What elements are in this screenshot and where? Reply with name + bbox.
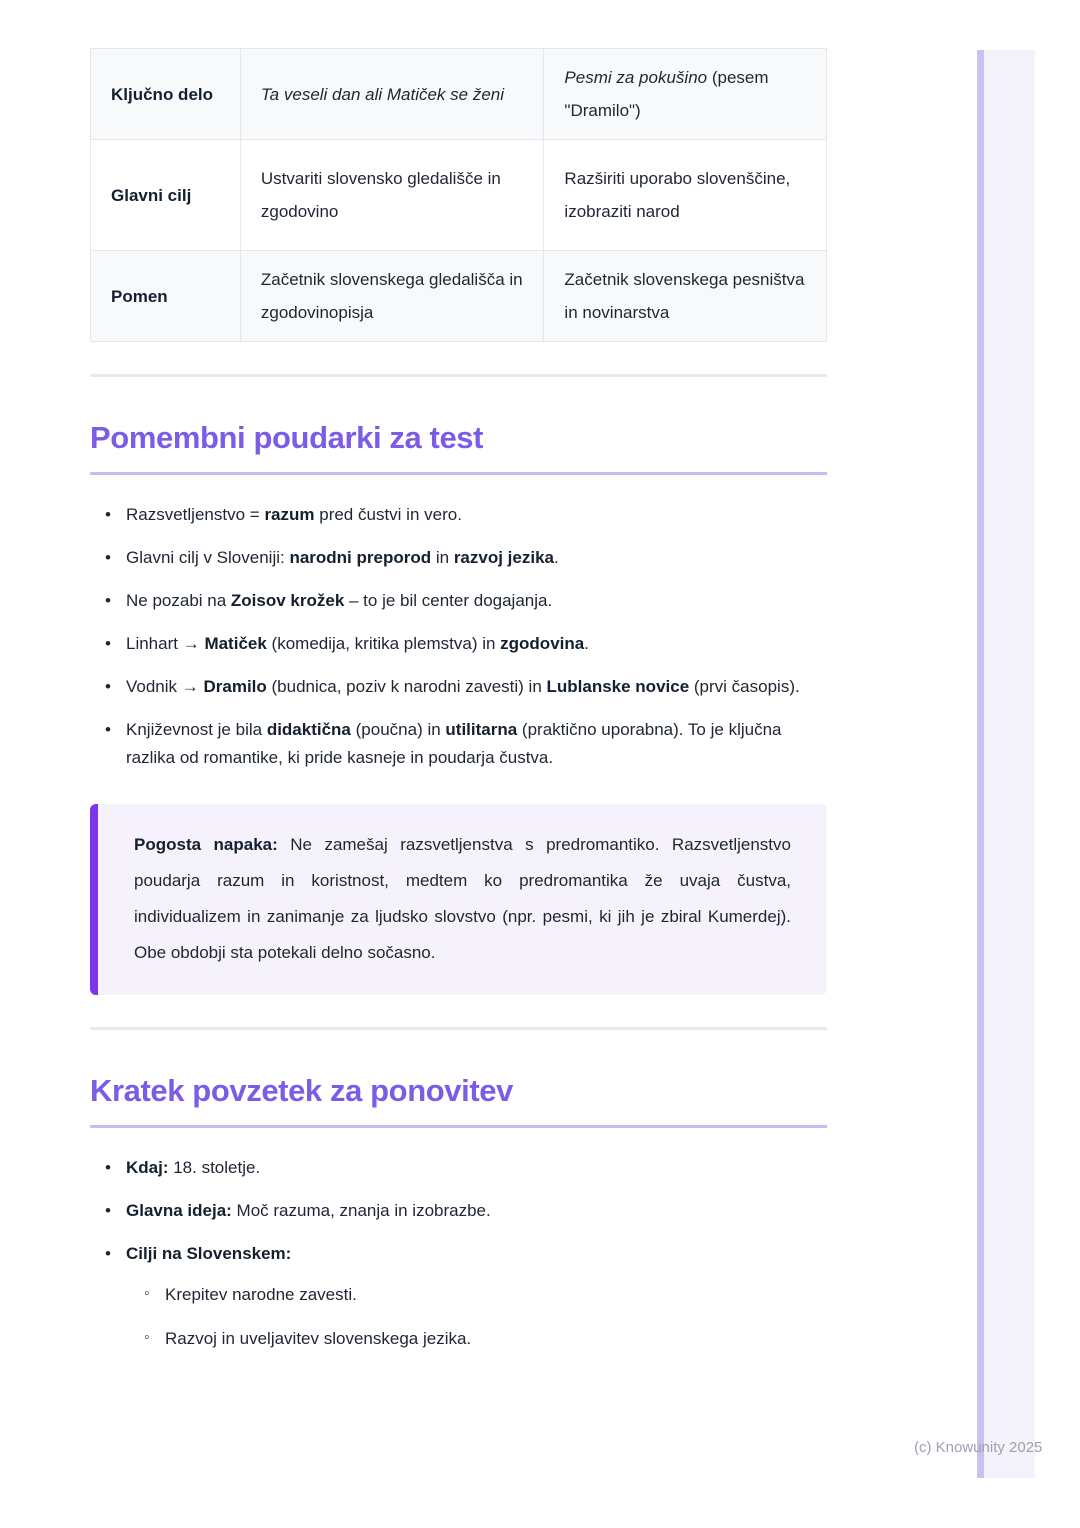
summary-list	[90, 1154, 827, 1353]
table-cell: Začetnik slovenskega pesništva in novinarstva	[544, 251, 827, 342]
document-page	[90, 48, 827, 1369]
table-row	[91, 251, 827, 342]
table-cell: Razširiti uporabo slovenščine, izobraziti narod	[544, 140, 827, 251]
page-side-accent-bar	[977, 50, 1035, 1478]
key-points-list	[90, 501, 827, 772]
row-header-pomen: Pomen	[91, 251, 241, 342]
list-item	[105, 1240, 827, 1353]
list-item: • Vodnik → Dramilo (budnica, poziv k narodni zavesti) in Lublanske novice (prvi časopis).	[105, 673, 827, 701]
sub-list-item: ◦ Razvoj in uveljavitev slovenskega jezika.	[144, 1325, 827, 1353]
list-item: • Linhart → Matiček (komedija, kritika plemstva) in zgodovina.	[105, 630, 827, 658]
list-item: • Glavni cilj v Sloveniji: narodni preporod in razvoj jezika.	[105, 544, 827, 572]
list-item-label: Cilji na Slovenskem:	[126, 1244, 292, 1263]
section-divider	[90, 1027, 827, 1030]
list-item: • Kdaj: 18. stoletje.	[105, 1154, 827, 1182]
goals-sub-list	[126, 1281, 827, 1353]
common-mistake-callout	[90, 804, 827, 995]
row-header-glavni-cilj: Glavni cilj	[91, 140, 241, 251]
row-header-kljucno-delo: Ključno delo	[91, 49, 241, 140]
table-cell: Pesmi za pokušino (pesem "Dramilo")	[544, 49, 827, 140]
list-item: • Književnost je bila didaktična (poučna) in utilitarna (praktično uporabna). To je ključna razlika od romantike, ki pride kasneje in poudarja čustva.	[105, 716, 827, 772]
table-row	[91, 49, 827, 140]
comparison-table	[90, 48, 827, 342]
list-item: • Glavna ideja: Moč razuma, znanja in izobrazbe.	[105, 1197, 827, 1225]
callout-text: Pogosta napaka: Ne zamešaj razsvetljenstva s predromantiko. Razsvetljenstvo poudarja razum in koristnost, medtem ko predromantika že uvaja čustva, individualizem in zanimanje za ljudsko slovstvo (npr. pesmi, ki jih je zbiral Kumerdej). Obe obdobji sta potekali delno sočasno.	[134, 835, 791, 962]
sub-list-item: ◦ Krepitev narodne zavesti.	[144, 1281, 827, 1309]
section-title-kratek-povzetek: Kratek povzetek za ponovitev	[90, 1072, 827, 1128]
section-title-pomembni-poudarki: Pomembni poudarki za test	[90, 419, 827, 475]
list-item: • Razsvetljenstvo = razum pred čustvi in vero.	[105, 501, 827, 529]
table-cell: Ustvariti slovensko gledališče in zgodovino	[240, 140, 544, 251]
copyright-watermark: (c) Knowunity 2025	[914, 1439, 1043, 1456]
list-item: • Ne pozabi na Zoisov krožek – to je bil center dogajanja.	[105, 587, 827, 615]
table-cell: Ta veseli dan ali Matiček se ženi	[240, 49, 544, 140]
table-row	[91, 140, 827, 251]
section-divider	[90, 374, 827, 377]
table-cell: Začetnik slovenskega gledališča in zgodovinopisja	[240, 251, 544, 342]
